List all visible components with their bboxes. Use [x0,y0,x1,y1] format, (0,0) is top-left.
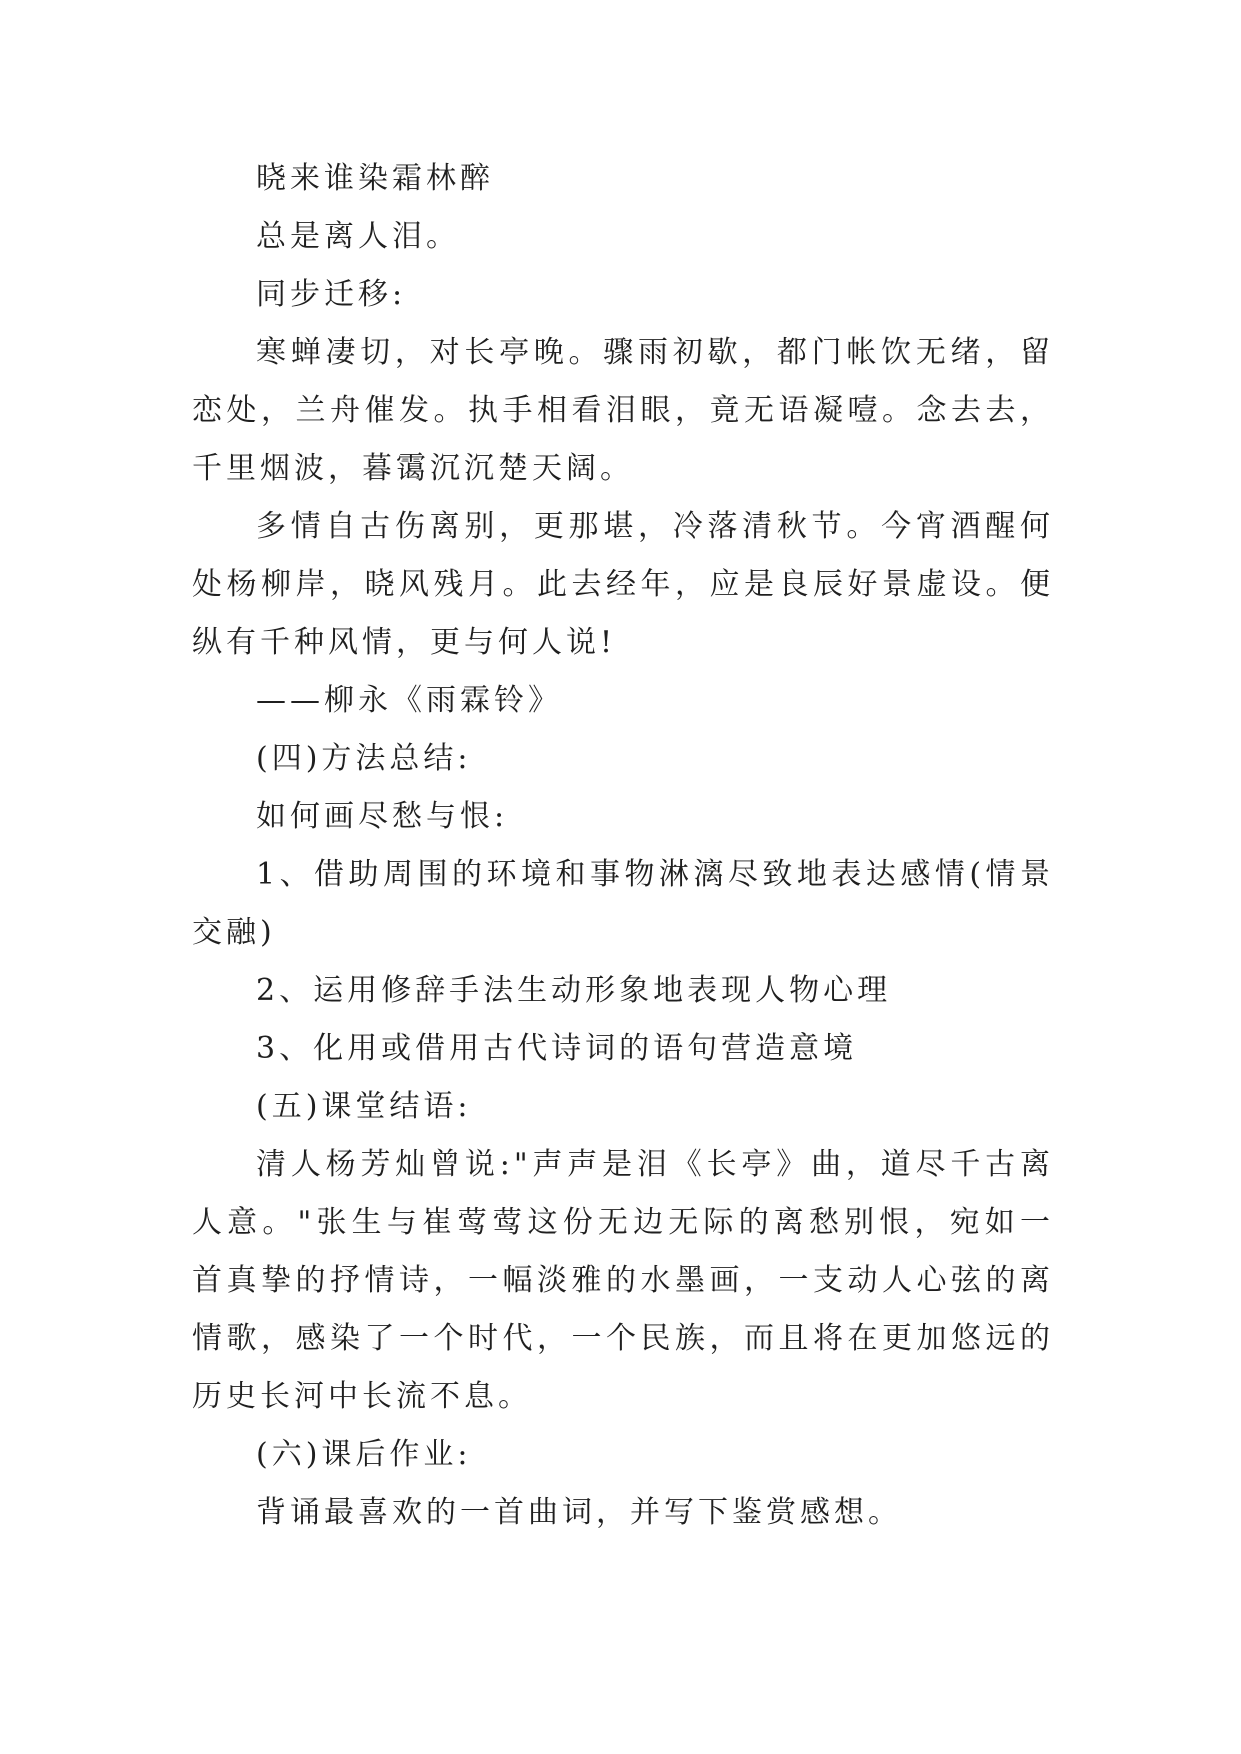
method-item-2: 2、运用修辞手法生动形象地表现人物心理 [256,973,892,1008]
poem-line-2: 总是离人泪。 [256,219,460,254]
section-heading-closing-remarks: (五)课堂结语: [256,1089,472,1124]
poem-stanza-2: 多情自古伤离别，更那堪，冷落清秋节。今宵酒醒何处杨柳岸，晓风残月。此去经年，应是良辰好景虚设。便纵有千种风情，更与何人说! [192,509,1054,660]
poem-attribution: ——柳永《雨霖铃》 [256,683,562,718]
method-question: 如何画尽愁与恨: [256,799,509,834]
section-heading-method-summary: (四)方法总结: [256,741,472,776]
section-label-sync-transfer: 同步迁移: [256,277,407,312]
section-heading-homework: (六)课后作业: [256,1437,472,1472]
method-item-1: 1、借助周围的环境和事物淋漓尽致地表达感情(情景交融) [192,857,1054,950]
poem-line-1: 晓来谁染霜林醉 [256,161,494,196]
homework-text: 背诵最喜欢的一首曲词，并写下鉴赏感想。 [256,1495,902,1530]
poem-stanza-1: 寒蝉凄切，对长亭晚。骤雨初歇，都门帐饮无绪，留恋处，兰舟催发。执手相看泪眼，竟无语凝噎。念去去，千里烟波，暮霭沉沉楚天阔。 [192,335,1054,486]
document-body [192,150,1054,1542]
closing-remarks-text: 清人杨芳灿曾说:"声声是泪《长亭》曲，道尽千古离人意。"张生与崔莺莺这份无边无际的离愁别恨，宛如一首真挚的抒情诗，一幅淡雅的水墨画，一支动人心弦的离情歌，感染了一个时代，一个民族，而且将在更加悠远的历史长河中长流不息。 [192,1147,1054,1414]
method-item-3: 3、化用或借用古代诗词的语句营造意境 [256,1031,858,1066]
